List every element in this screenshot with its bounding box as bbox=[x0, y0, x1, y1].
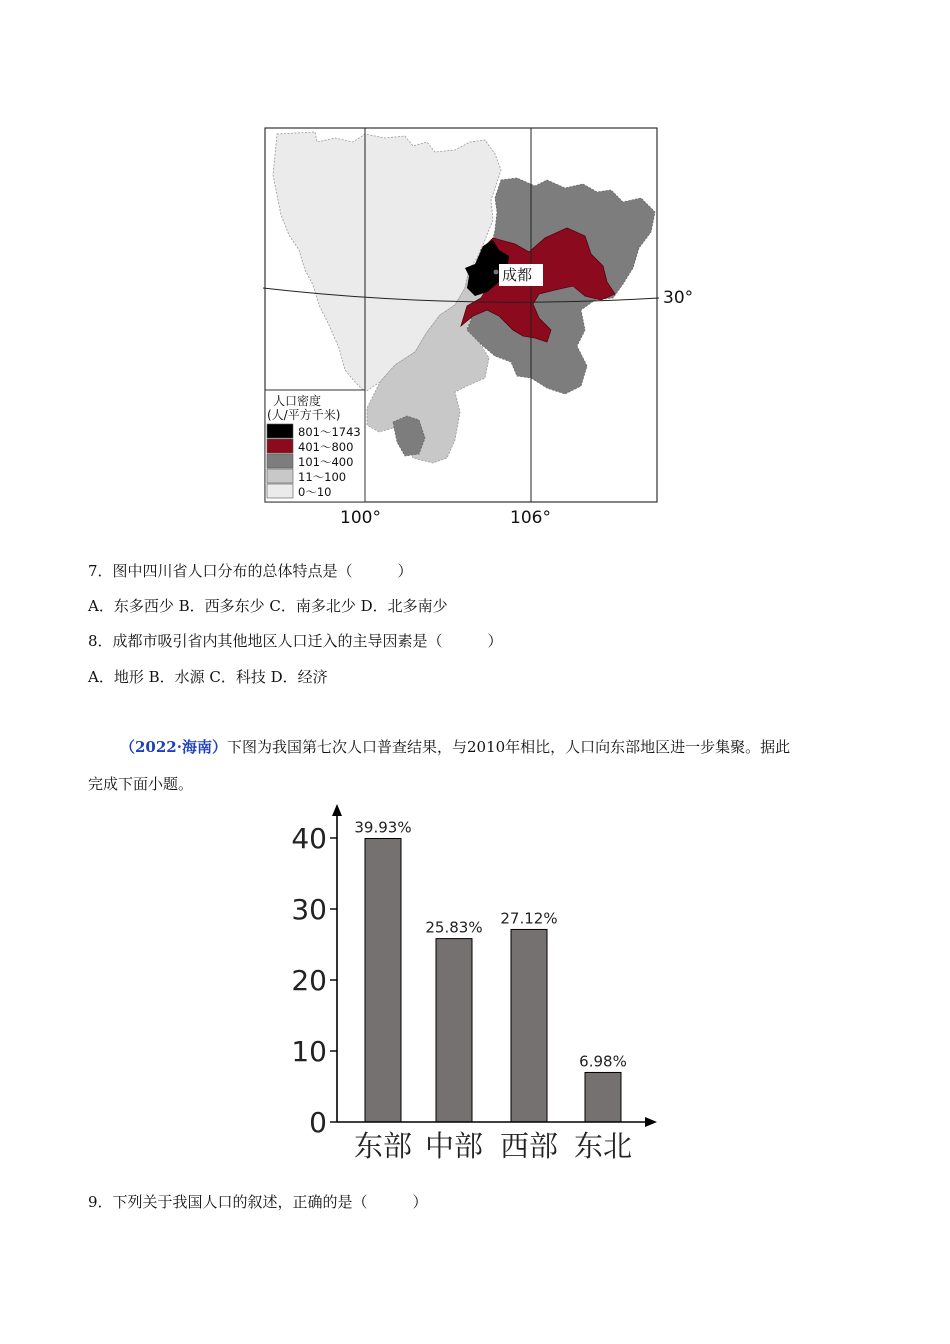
bars bbox=[365, 838, 621, 1122]
question-9: 9．下列关于我国人口的叙述，正确的是（ ） bbox=[88, 1193, 428, 1211]
question-7: 7．图中四川省人口分布的总体特点是（ ） bbox=[88, 562, 413, 580]
category-label: 西部 bbox=[499, 1129, 559, 1163]
y-tick-label: 10 bbox=[291, 1035, 327, 1068]
legend-label-4: 11～100 bbox=[298, 470, 347, 484]
legend-subtitle: (人/平方千米) bbox=[267, 408, 341, 422]
legend-label-1: 801～1743 bbox=[298, 425, 361, 439]
legend-swatch-4 bbox=[267, 469, 293, 483]
legend-title: 人口密度 bbox=[273, 394, 322, 408]
bar-value-label: 25.83% bbox=[425, 918, 483, 937]
category-label: 东部 bbox=[353, 1129, 413, 1163]
lon-label-106: 106° bbox=[510, 508, 551, 528]
bar bbox=[511, 929, 547, 1122]
legend-label-5: 0～10 bbox=[298, 485, 332, 499]
category-labels bbox=[354, 1129, 632, 1163]
sichuan-population-map bbox=[255, 120, 705, 535]
y-tick-label: 20 bbox=[291, 964, 327, 997]
legend-label-3: 101～400 bbox=[298, 455, 354, 469]
intro-text: 下图为我国第七次人口普查结果，与2010年相比，人口向东部地区进一步集聚。据此 bbox=[226, 738, 791, 756]
intro-line-1 bbox=[120, 737, 790, 757]
bar-value-label: 6.98% bbox=[579, 1052, 627, 1071]
legend-swatch-2 bbox=[267, 439, 293, 453]
y-tick-label: 40 bbox=[291, 822, 327, 855]
city-dot bbox=[494, 270, 499, 275]
legend-swatch-1 bbox=[267, 424, 293, 438]
bar bbox=[436, 939, 472, 1122]
category-label: 中部 bbox=[424, 1129, 484, 1163]
map-legend bbox=[265, 390, 365, 502]
lat-label-30: 30° bbox=[663, 288, 694, 308]
census-bar-chart bbox=[285, 800, 675, 1170]
bar-value-label: 39.93% bbox=[354, 818, 412, 837]
legend-swatch-5 bbox=[267, 484, 293, 498]
city-label: 成都 bbox=[502, 266, 533, 284]
legend-label-2: 401～800 bbox=[298, 440, 354, 454]
question-8-options: A．地形 B．水源 C．科技 D．经济 bbox=[88, 668, 328, 686]
question-8: 8．成都市吸引省内其他地区人口迁入的主导因素是（ ） bbox=[88, 632, 503, 650]
bar bbox=[365, 838, 401, 1122]
bar bbox=[585, 1072, 621, 1122]
y-tick-label: 30 bbox=[291, 893, 327, 926]
y-tick-label: 0 bbox=[309, 1106, 327, 1139]
y-axis-ticks bbox=[291, 822, 337, 1139]
y-axis-arrow bbox=[332, 804, 342, 816]
intro-line-2: 完成下面小题。 bbox=[88, 775, 194, 793]
x-axis-arrow bbox=[645, 1117, 657, 1127]
category-label: 东北 bbox=[573, 1129, 633, 1163]
intro-source: （2022·海南） bbox=[120, 738, 227, 756]
lon-label-100: 100° bbox=[340, 508, 381, 528]
question-7-options: A．东多西少 B．西多东少 C．南多北少 D．北多南少 bbox=[88, 597, 448, 615]
bar-value-label: 27.12% bbox=[500, 909, 558, 928]
legend-swatch-3 bbox=[267, 454, 293, 468]
